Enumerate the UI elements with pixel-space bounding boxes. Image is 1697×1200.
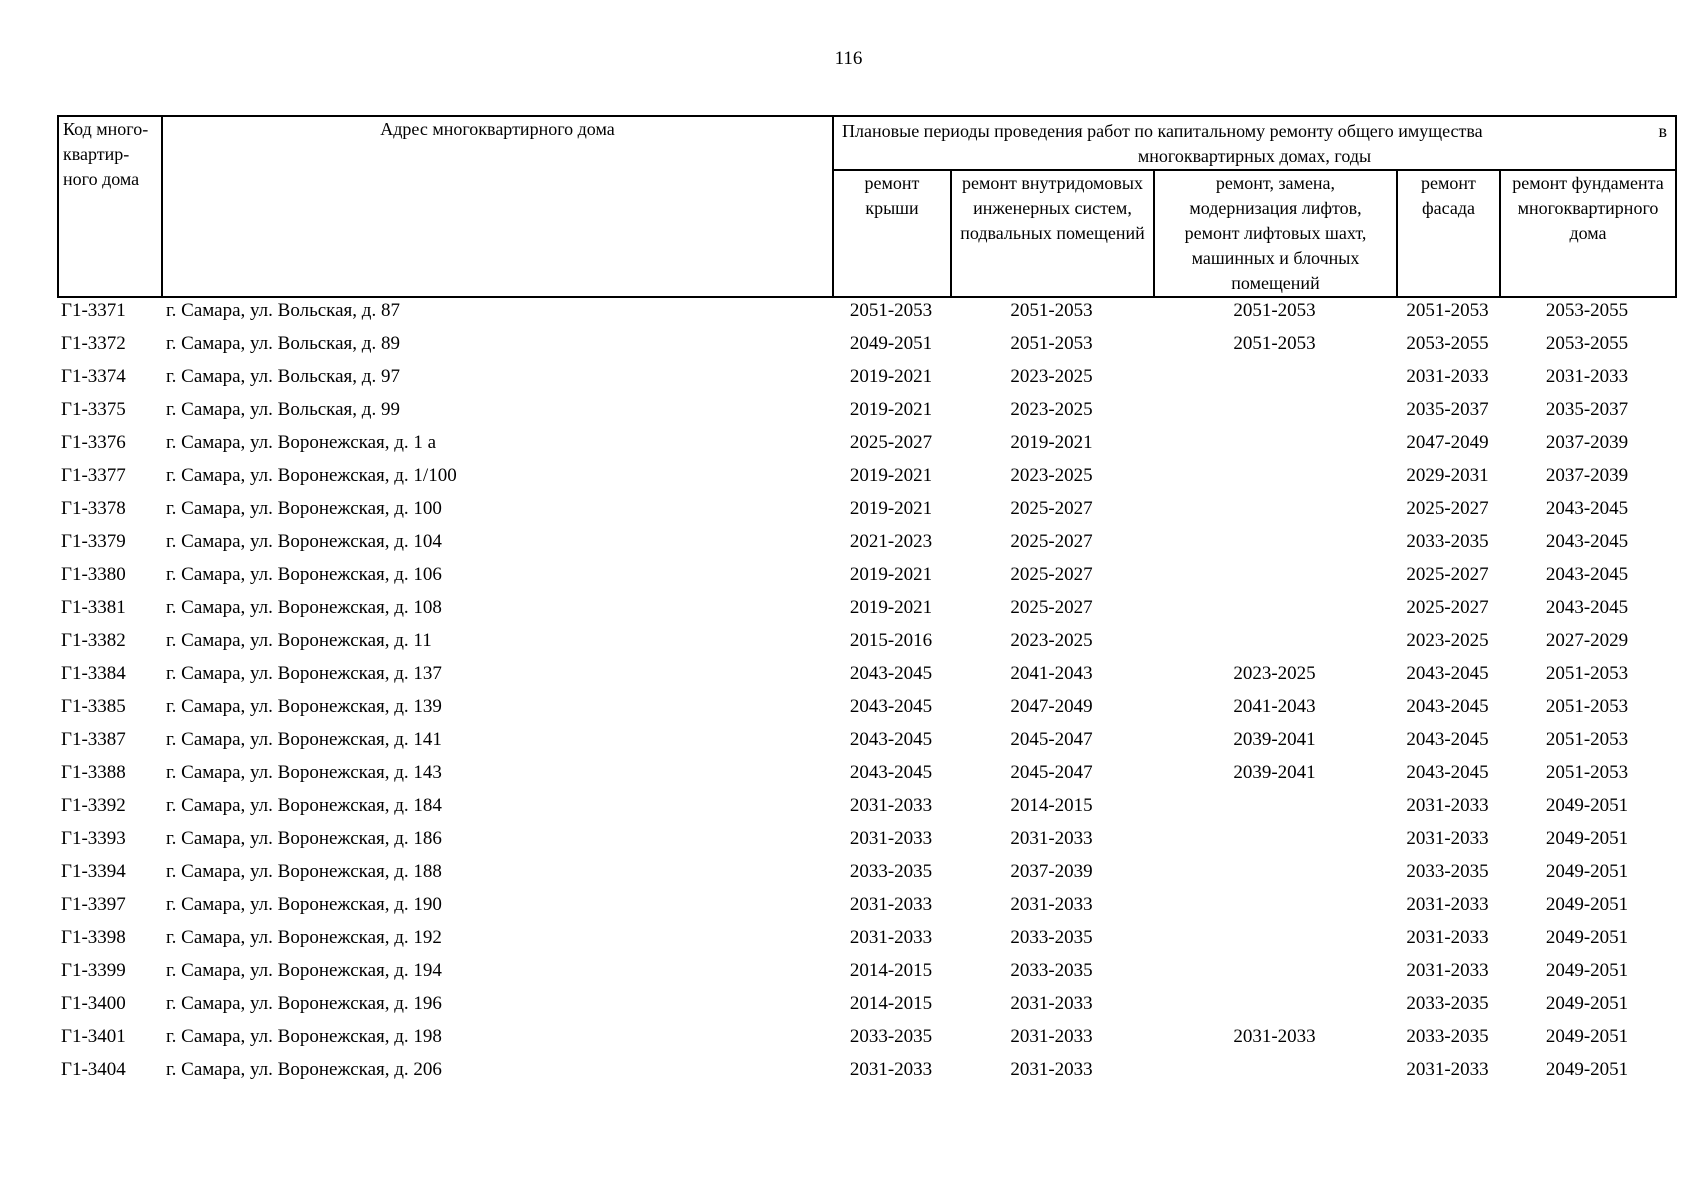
table-row [57, 888, 1675, 921]
roof-cell: 2019-2021 [849, 597, 933, 618]
foundation-cell: 2031-2033 [1545, 366, 1629, 387]
lifts-cell [1153, 855, 1396, 888]
facade-cell: 2043-2045 [1406, 696, 1489, 717]
roof-cell: 2031-2033 [849, 927, 933, 948]
lifts-cell: 2051-2053 [1233, 300, 1316, 321]
roof-cell: 2014-2015 [849, 960, 933, 981]
foundation-cell: 2049-2051 [1545, 927, 1629, 948]
facade-cell: 2025-2027 [1406, 564, 1489, 585]
lifts-cell: 2041-2043 [1233, 696, 1316, 717]
facade-cell: 2031-2033 [1406, 1059, 1489, 1080]
facade-cell: 2051-2053 [1406, 300, 1489, 321]
facade-cell: 2033-2035 [1406, 861, 1489, 882]
systems-cell: 2031-2033 [1010, 993, 1093, 1014]
code-cell: Г1-3400 [61, 993, 126, 1014]
foundation-cell: 2049-2051 [1545, 861, 1629, 882]
facade-cell: 2031-2033 [1406, 927, 1489, 948]
code-cell: Г1-3382 [61, 630, 126, 651]
table-row [57, 921, 1675, 954]
roof-cell: 2031-2033 [849, 894, 933, 915]
data-table [57, 294, 1675, 1086]
code-column-header: Код много-квартир-ного дома [58, 116, 162, 297]
systems-cell: 2033-2035 [1010, 927, 1093, 948]
facade-cell: 2053-2055 [1406, 333, 1489, 354]
lifts-cell [1153, 525, 1396, 558]
facade-cell: 2033-2035 [1406, 1026, 1489, 1047]
roof-cell: 2049-2051 [849, 333, 933, 354]
roof-cell: 2019-2021 [849, 465, 933, 486]
facade-cell: 2033-2035 [1406, 531, 1489, 552]
address-cell: г. Самара, ул. Вольская, д. 87 [166, 300, 400, 321]
facade-column-header: ремонт фасада [1397, 170, 1500, 297]
code-cell: Г1-3380 [61, 564, 126, 585]
systems-cell: 2023-2025 [1010, 630, 1093, 651]
roof-cell: 2021-2023 [849, 531, 933, 552]
lifts-cell [1153, 558, 1396, 591]
lifts-cell [1153, 459, 1396, 492]
foundation-cell: 2051-2053 [1545, 696, 1629, 717]
foundation-cell: 2049-2051 [1545, 993, 1629, 1014]
address-cell: г. Самара, ул. Воронежская, д. 137 [166, 663, 442, 684]
periods-header-line1: Плановые периоды проведения работ по капитальному ремонту общего имущества [842, 121, 1483, 141]
table-row [57, 954, 1675, 987]
address-cell: г. Самара, ул. Воронежская, д. 108 [166, 597, 442, 618]
address-column-header: Адрес многоквартирного дома [162, 116, 833, 297]
periods-header-line2: многоквартирных домах, годы [1137, 146, 1372, 166]
foundation-cell: 2051-2053 [1545, 762, 1629, 783]
table-row [57, 393, 1675, 426]
lifts-cell [1153, 492, 1396, 525]
roof-cell: 2031-2033 [849, 828, 933, 849]
foundation-cell: 2053-2055 [1545, 300, 1629, 321]
table-row [57, 558, 1675, 591]
foundation-cell: 2051-2053 [1545, 663, 1629, 684]
roof-cell: 2051-2053 [849, 300, 933, 321]
table-row [57, 657, 1675, 690]
table-row [57, 492, 1675, 525]
table-row [57, 690, 1675, 723]
lifts-cell [1153, 789, 1396, 822]
address-cell: г. Самара, ул. Воронежская, д. 104 [166, 531, 442, 552]
address-cell: г. Самара, ул. Воронежская, д. 184 [166, 795, 442, 816]
periods-group-header [833, 116, 1676, 170]
roof-cell: 2019-2021 [849, 564, 933, 585]
systems-column-header: ремонт внутридомовых инженерных систем, подвальных помещений [951, 170, 1154, 297]
facade-cell: 2043-2045 [1406, 729, 1489, 750]
foundation-cell: 2051-2053 [1545, 729, 1629, 750]
foundation-cell: 2049-2051 [1545, 894, 1629, 915]
address-cell: г. Самара, ул. Воронежская, д. 196 [166, 993, 442, 1014]
address-cell: г. Самара, ул. Воронежская, д. 194 [166, 960, 442, 981]
facade-cell: 2029-2031 [1406, 465, 1489, 486]
code-cell: Г1-3398 [61, 927, 126, 948]
table-row [57, 1053, 1675, 1086]
roof-cell: 2043-2045 [849, 762, 933, 783]
code-cell: Г1-3399 [61, 960, 126, 981]
address-cell: г. Самара, ул. Воронежская, д. 190 [166, 894, 442, 915]
facade-cell: 2043-2045 [1406, 762, 1489, 783]
code-cell: Г1-3376 [61, 432, 126, 453]
facade-cell: 2031-2033 [1406, 960, 1489, 981]
lifts-column-header: ремонт, замена, модернизация лифтов, ремонт лифтовых шахт, машинных и блочных помещений [1154, 170, 1397, 297]
address-cell: г. Самара, ул. Воронежская, д. 100 [166, 498, 442, 519]
roof-cell: 2014-2015 [849, 993, 933, 1014]
periods-header-line1-tail: в [1658, 121, 1667, 141]
address-cell: г. Самара, ул. Воронежская, д. 139 [166, 696, 442, 717]
systems-cell: 2019-2021 [1010, 432, 1093, 453]
table-row [57, 591, 1675, 624]
roof-cell: 2025-2027 [849, 432, 933, 453]
foundation-cell: 2049-2051 [1545, 1059, 1629, 1080]
table-row [57, 294, 1675, 327]
facade-cell: 2031-2033 [1406, 828, 1489, 849]
address-cell: г. Самара, ул. Воронежская, д. 1/100 [166, 465, 457, 486]
systems-cell: 2025-2027 [1010, 498, 1093, 519]
lifts-cell [1153, 426, 1396, 459]
systems-cell: 2031-2033 [1010, 1059, 1093, 1080]
table-row [57, 525, 1675, 558]
address-cell: г. Самара, ул. Вольская, д. 97 [166, 366, 400, 387]
systems-cell: 2047-2049 [1010, 696, 1093, 717]
systems-cell: 2014-2015 [1010, 795, 1093, 816]
code-cell: Г1-3378 [61, 498, 126, 519]
roof-column-header: ремонт крыши [833, 170, 951, 297]
systems-cell: 2031-2033 [1010, 828, 1093, 849]
systems-cell: 2051-2053 [1010, 300, 1093, 321]
facade-cell: 2023-2025 [1406, 630, 1489, 651]
foundation-cell: 2043-2045 [1545, 597, 1629, 618]
roof-cell: 2043-2045 [849, 729, 933, 750]
address-cell: г. Самара, ул. Вольская, д. 99 [166, 399, 400, 420]
foundation-cell: 2049-2051 [1545, 828, 1629, 849]
foundation-cell: 2053-2055 [1545, 333, 1629, 354]
code-cell: Г1-3392 [61, 795, 126, 816]
address-cell: г. Самара, ул. Воронежская, д. 1 а [166, 432, 437, 453]
page-number: 116 [834, 48, 863, 69]
table-row [57, 1020, 1675, 1053]
roof-cell: 2043-2045 [849, 663, 933, 684]
code-cell: Г1-3387 [61, 729, 126, 750]
foundation-cell: 2043-2045 [1545, 498, 1629, 519]
lifts-cell: 2031-2033 [1233, 1026, 1316, 1047]
lifts-cell: 2023-2025 [1233, 663, 1316, 684]
roof-cell: 2019-2021 [849, 399, 933, 420]
address-cell: г. Самара, ул. Воронежская, д. 192 [166, 927, 442, 948]
lifts-cell [1153, 921, 1396, 954]
facade-cell: 2043-2045 [1406, 663, 1489, 684]
address-cell: г. Самара, ул. Воронежская, д. 11 [166, 630, 432, 651]
lifts-cell [1153, 393, 1396, 426]
address-cell: г. Самара, ул. Воронежская, д. 198 [166, 1026, 442, 1047]
lifts-cell [1153, 822, 1396, 855]
foundation-cell: 2035-2037 [1545, 399, 1629, 420]
systems-cell: 2037-2039 [1010, 861, 1093, 882]
facade-cell: 2025-2027 [1406, 498, 1489, 519]
address-cell: г. Самара, ул. Воронежская, д. 186 [166, 828, 442, 849]
systems-cell: 2023-2025 [1010, 399, 1093, 420]
code-cell: Г1-3379 [61, 531, 126, 552]
table-row [57, 459, 1675, 492]
foundation-cell: 2049-2051 [1545, 960, 1629, 981]
code-cell: Г1-3404 [61, 1059, 126, 1080]
roof-cell: 2033-2035 [849, 1026, 933, 1047]
code-cell: Г1-3377 [61, 465, 126, 486]
systems-cell: 2023-2025 [1010, 465, 1093, 486]
roof-cell: 2043-2045 [849, 696, 933, 717]
lifts-cell: 2039-2041 [1233, 762, 1316, 783]
lifts-cell: 2039-2041 [1233, 729, 1316, 750]
address-cell: г. Самара, ул. Воронежская, д. 141 [166, 729, 442, 750]
table-body [57, 294, 1675, 1086]
systems-cell: 2025-2027 [1010, 597, 1093, 618]
code-cell: Г1-3385 [61, 696, 126, 717]
address-cell: г. Самара, ул. Воронежская, д. 188 [166, 861, 442, 882]
table-row [57, 723, 1675, 756]
systems-cell: 2045-2047 [1010, 729, 1093, 750]
code-cell: Г1-3375 [61, 399, 126, 420]
roof-cell: 2031-2033 [849, 795, 933, 816]
table-row [57, 987, 1675, 1020]
table-row [57, 624, 1675, 657]
table-row [57, 855, 1675, 888]
systems-cell: 2031-2033 [1010, 1026, 1093, 1047]
lifts-cell [1153, 888, 1396, 921]
table-row [57, 789, 1675, 822]
roof-cell: 2015-2016 [849, 630, 933, 651]
systems-cell: 2045-2047 [1010, 762, 1093, 783]
code-cell: Г1-3388 [61, 762, 126, 783]
facade-cell: 2031-2033 [1406, 366, 1489, 387]
table-row [57, 822, 1675, 855]
code-cell: Г1-3381 [61, 597, 126, 618]
foundation-cell: 2043-2045 [1545, 564, 1629, 585]
table-header [57, 115, 1677, 298]
address-cell: г. Самара, ул. Воронежская, д. 143 [166, 762, 442, 783]
code-cell: Г1-3384 [61, 663, 126, 684]
code-cell: Г1-3372 [61, 333, 126, 354]
foundation-cell: 2043-2045 [1545, 531, 1629, 552]
table-row [57, 360, 1675, 393]
code-cell: Г1-3374 [61, 366, 126, 387]
foundation-column-header: ремонт фундамента многоквартирного дома [1500, 170, 1676, 297]
foundation-cell: 2037-2039 [1545, 465, 1629, 486]
systems-cell: 2031-2033 [1010, 894, 1093, 915]
facade-cell: 2047-2049 [1406, 432, 1489, 453]
foundation-cell: 2037-2039 [1545, 432, 1629, 453]
systems-cell: 2025-2027 [1010, 531, 1093, 552]
facade-cell: 2031-2033 [1406, 795, 1489, 816]
address-cell: г. Самара, ул. Воронежская, д. 106 [166, 564, 442, 585]
systems-cell: 2025-2027 [1010, 564, 1093, 585]
lifts-cell [1153, 987, 1396, 1020]
facade-cell: 2025-2027 [1406, 597, 1489, 618]
systems-cell: 2023-2025 [1010, 366, 1093, 387]
code-cell: Г1-3401 [61, 1026, 126, 1047]
code-cell: Г1-3394 [61, 861, 126, 882]
code-cell: Г1-3393 [61, 828, 126, 849]
facade-cell: 2035-2037 [1406, 399, 1489, 420]
roof-cell: 2019-2021 [849, 366, 933, 387]
systems-cell: 2051-2053 [1010, 333, 1093, 354]
foundation-cell: 2049-2051 [1545, 1026, 1629, 1047]
lifts-cell: 2051-2053 [1233, 333, 1316, 354]
table-row [57, 426, 1675, 459]
address-cell: г. Самара, ул. Воронежская, д. 206 [166, 1059, 442, 1080]
table-row [57, 327, 1675, 360]
code-cell: Г1-3397 [61, 894, 126, 915]
roof-cell: 2019-2021 [849, 498, 933, 519]
facade-cell: 2033-2035 [1406, 993, 1489, 1014]
lifts-cell [1153, 624, 1396, 657]
lifts-cell [1153, 591, 1396, 624]
foundation-cell: 2027-2029 [1545, 630, 1629, 651]
code-cell: Г1-3371 [61, 300, 126, 321]
table-row [57, 756, 1675, 789]
lifts-cell [1153, 954, 1396, 987]
lifts-cell [1153, 1053, 1396, 1086]
lifts-cell [1153, 360, 1396, 393]
foundation-cell: 2049-2051 [1545, 795, 1629, 816]
facade-cell: 2031-2033 [1406, 894, 1489, 915]
systems-cell: 2041-2043 [1010, 663, 1093, 684]
roof-cell: 2031-2033 [849, 1059, 933, 1080]
systems-cell: 2033-2035 [1010, 960, 1093, 981]
address-cell: г. Самара, ул. Вольская, д. 89 [166, 333, 400, 354]
roof-cell: 2033-2035 [849, 861, 933, 882]
